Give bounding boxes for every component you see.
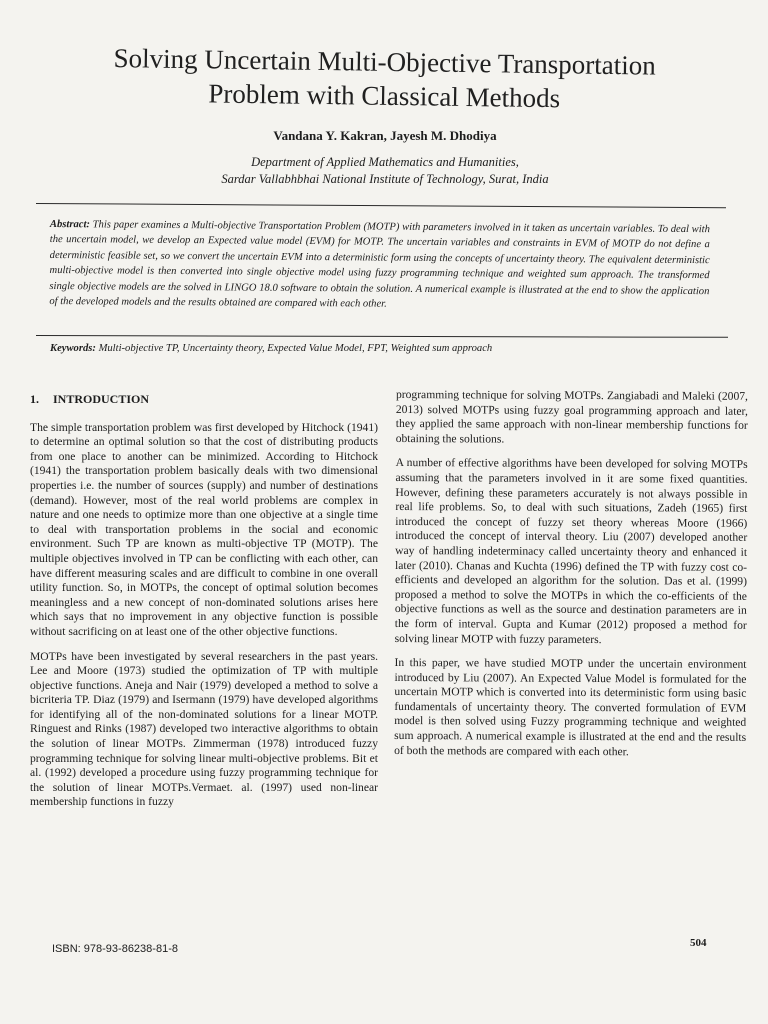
isbn: ISBN: 978-93-86238-81-8 [52,943,178,955]
paragraph: programming technique for solving MOTPs. Zangiabadi and Maleki (2007, 2013) solved MOTPs using fuzzy goal programming approach and later, they applied the same approach with non-linear membership functions for obtaining the solutions. [395,388,748,446]
keywords [50,343,710,354]
authors: Vandana Y. Kakran, Jayesh M. Dhodiya [273,128,497,143]
section-heading [30,392,378,407]
right-column [394,388,748,770]
top-divider [36,203,726,208]
keywords-label: Keywords: [50,343,96,354]
paragraph: A number of effective algorithms have been developed for solving MOTPs assuming that the parameters involved in it are some fixed quantities. However, defining these parameters accurately is not always possible in real life problems. So, to deal with such situations, Zadeh (1965) first introduced the concept of fuzzy set theory whereas Moore (1966) introduced the concept of interval theory. Liu (2007) developed another way of handling indeterminacy called uncertainty theory and enhanced it later (2010). Chanas and Kuchta (1996) defined the TP with fuzzy cost co-efficients and developed an algorithm for the solution. Das et al. (1999) proposed a method to solve the MOTPs in which the co-efficients of the objective functions as well as the source and destination parameters are in the form of interval. Gupta and Kumar (2012) proposed a method for solving linear MOTP with fuzzy parameters. [394,456,748,646]
affiliation-line-1: Department of Applied Mathematics and Humanities, [251,155,519,169]
abstract-divider [36,335,728,338]
paragraph: The simple transportation problem was first developed by Hitchock (1941) to determine an optimal solution so that the cost of distributing products from one place to another can be minimized. According to Hitchock (1941) the transportation problem basically deals with two dimensional properties i.e. the number of sources (supply) and number of destinations (demand). However, most of the real world problems are complex in nature and one needs to optimize more than one objective at a single time to deal with transportation problems in the social and economic environment. Such TP are known as multi-objective TP (MOTP). The multiple objectives involved in TP can be conflicting with each other, can have different measuring scales and are difficult to combine in one overall utility function. So, in MOTPs, the concept of optimal solution becomes meaningless and a new concept of non-dominated solutions arises here which says that no improvement in any objective function is possible without sacrificing on at least one of the other objective functions. [30,420,378,638]
affiliation [40,154,730,188]
title-line-1: Solving Uncertain Multi-Objective Transportation [113,43,657,81]
section-number: 1. [30,392,39,406]
paragraph: In this paper, we have studied MOTP under the uncertain environment introduced by Liu (2007). An Expected Value Model is formulated for the uncertain MOTP which is converted into its deterministic form using basic fundamentals of uncertainty theory. The converted formulation of EVM model is then solved using Fuzzy programming technique and weighted sum approach. A numerical example is illustrated at the end and the results of both the methods are compared with each other. [394,656,747,758]
title-line-2: Problem with Classical Methods [208,78,561,114]
left-column [30,392,378,820]
paper-title [39,40,730,118]
abstract-text: This paper examines a Multi-objective Transportation Problem (MOTP) with parameters involved in it taken as uncertain variables. To deal with the uncertain model, we develop an Expected value model (EVM) for MOTP. The uncertain variables and constraints in EVM of MOTP do not define a deterministic feasible set, so we convert the uncertain EVM into a deterministic form using the concepts of uncertainty theory. The equivalent deterministic multi-objective model is then converted into single objective model using fuzzy programming technique and weighted sum approach. The transformed single objective models are the solved in LINGO 18.0 software to obtain the solution. A numerical example is illustrated at the end to show the application of the developed models and the results obtained are compared with each other. [49,219,710,310]
page-number: 504 [690,937,707,949]
paragraph: MOTPs have been investigated by several researchers in the past years. Lee and Moore (1973) studied the optimization of TP with multiple objective functions. Aneja and Nair (1979) developed a method to solve a bicriteria TP. Diaz (1979) and Isermann (1979) have developed algorithms for identifying all of the non-dominated solutions for a linear MOTP. Ringuest and Rinks (1987) developed two interactive algorithms to obtain the solution of linear MOTPs. Zimmerman (1978) introduced fuzzy programming technique for solving linear multi-objective problems. Bit et al. (1992) developed a procedure using fuzzy programming technique for the solution of linear MOTPs.Vermaet. al. (1997) used non-linear membership functions in fuzzy [30,649,378,809]
section-title: INTRODUCTION [53,392,150,406]
affiliation-line-2: Sardar Vallabhbhai National Institute of Technology, Surat, India [221,172,549,186]
abstract-label: Abstract: [49,218,91,231]
abstract [49,217,710,315]
keywords-text: Multi-objective TP, Uncertainty theory, Expected Value Model, FPT, Weighted sum approach [98,343,493,354]
